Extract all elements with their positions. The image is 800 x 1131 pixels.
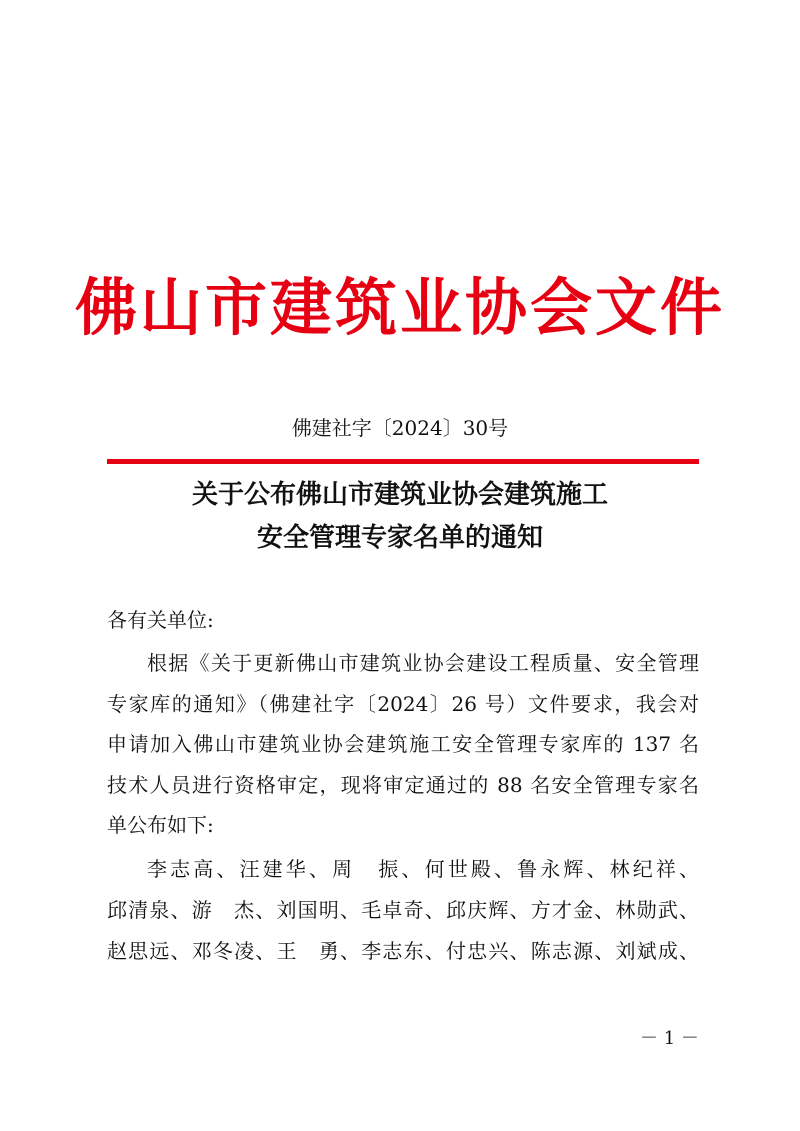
org-red-header: 佛山市建筑业协会文件	[74, 271, 725, 344]
body-line-5: 单公布如下:	[107, 813, 214, 837]
body-line-3: 申请加入佛山市建筑业协会建筑施工安全管理专家库的 137 名	[107, 732, 699, 756]
body-line-4: 技术人员进行资格审定，现将审定通过的 88 名安全管理专家名	[107, 773, 699, 797]
document-number: 佛建社字〔2024〕30号	[291, 416, 509, 440]
name-list-line-3: 赵思远、邓冬凌、王 勇、李志东、付忠兴、陈志源、刘斌成、	[107, 939, 699, 963]
name-list-line-1: 李志高、汪建华、周 振、何世殿、鲁永辉、林纪祥、	[147, 857, 699, 881]
body-line-1: 根据《关于更新佛山市建筑业协会建设工程质量、安全管理	[147, 651, 699, 675]
salutation: 各有关单位:	[107, 608, 214, 632]
red-divider-line	[107, 459, 699, 464]
page-number: － 1 －	[640, 1028, 699, 1049]
name-list-line-2: 邱清泉、游 杰、刘国明、毛卓奇、邱庆辉、方才金、林勋武、	[107, 898, 699, 922]
notice-title-line-2: 安全管理专家名单的通知	[256, 523, 543, 553]
body-line-2: 专家库的通知》（佛建社字〔2024〕26 号）文件要求，我会对	[107, 692, 699, 716]
notice-title-line-1: 关于公布佛山市建筑业协会建筑施工	[191, 480, 608, 510]
